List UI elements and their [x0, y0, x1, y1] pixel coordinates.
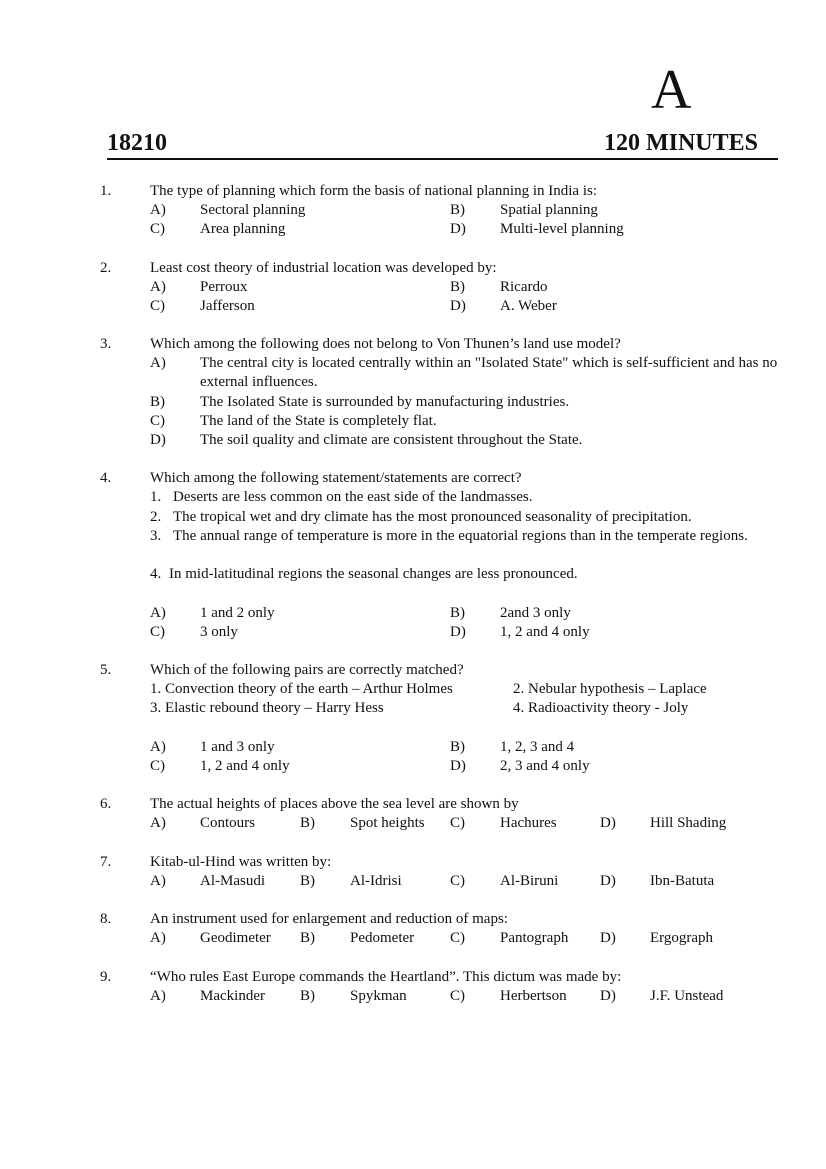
question-text: “Who rules East Europe commands the Heartland”. This dictum was made by:: [150, 969, 622, 985]
match-pair: 1. Convection theory of the earth – Arthur Holmes: [150, 681, 453, 697]
option-text: Spatial planning: [500, 202, 598, 218]
option-text: Multi-level planning: [500, 221, 624, 237]
option-text: Pantograph: [500, 930, 569, 946]
option-text: 1, 2 and 4 only: [200, 758, 290, 774]
option-text: Contours: [200, 815, 256, 831]
option-text: Ergograph: [650, 930, 714, 946]
option-letter: C): [150, 298, 165, 314]
option-letter: A): [150, 605, 166, 621]
question-number: 2.: [100, 260, 112, 276]
option-letter: B): [300, 873, 315, 889]
option-text: Spot heights: [350, 815, 425, 831]
option-text: The Isolated State is surrounded by manufacturing industries.: [200, 394, 570, 410]
question-number: 3.: [100, 336, 112, 352]
option-letter: A): [150, 355, 166, 371]
option-letter: C): [450, 873, 465, 889]
statement-number: 3.: [150, 528, 162, 544]
option-text: Mackinder: [200, 988, 265, 1004]
option-letter: C): [150, 624, 165, 640]
option-text: The central city is located centrally within an "Isolated State" which is self-sufficient and has no external influences.: [200, 355, 778, 390]
option-text: Geodimeter: [200, 930, 271, 946]
option-letter: D): [600, 815, 616, 831]
option-letter: D): [600, 873, 616, 889]
option-letter: D): [450, 624, 466, 640]
option-letter: A): [150, 279, 166, 295]
option-text: 1, 2 and 4 only: [500, 624, 590, 640]
option-text: 2, 3 and 4 only: [500, 758, 590, 774]
option-text: 2and 3 only: [500, 605, 571, 621]
statement-number: 1.: [150, 489, 162, 505]
option-letter: B): [450, 605, 465, 621]
question-text: An instrument used for enlargement and reduction of maps:: [150, 911, 508, 927]
option-text: A. Weber: [500, 298, 557, 314]
option-text: Pedometer: [350, 930, 415, 946]
option-letter: D): [600, 988, 616, 1004]
option-text: The land of the State is completely flat.: [200, 413, 437, 429]
option-text: Area planning: [200, 221, 286, 237]
paper-code: 18210: [107, 130, 167, 156]
series-code: A: [651, 59, 692, 121]
question-number: 8.: [100, 911, 112, 927]
option-text: Al-Biruni: [500, 873, 559, 889]
option-text: 3 only: [200, 624, 238, 640]
statement-text: Deserts are less common on the east side of the landmasses.: [173, 489, 533, 505]
option-letter: D): [450, 298, 466, 314]
question-text: Least cost theory of industrial location was developed by:: [150, 260, 497, 276]
option-letter: B): [150, 394, 165, 410]
question-text: Which among the following does not belong to Von Thunen’s land use model?: [150, 336, 621, 352]
option-text: Herbertson: [500, 988, 567, 1004]
option-letter: B): [300, 815, 315, 831]
option-text: 1 and 2 only: [200, 605, 275, 621]
option-letter: A): [150, 988, 166, 1004]
question-number: 7.: [100, 854, 112, 870]
question-number: 5.: [100, 662, 112, 678]
statement-text: The tropical wet and dry climate has the most pronounced seasonality of precipitation.: [173, 509, 692, 525]
match-pair: 3. Elastic rebound theory – Harry Hess: [150, 700, 384, 716]
option-letter: C): [450, 815, 465, 831]
option-letter: A): [150, 873, 166, 889]
option-letter: B): [450, 279, 465, 295]
option-letter: A): [150, 739, 166, 755]
option-letter: C): [150, 221, 165, 237]
option-text: Spykman: [350, 988, 407, 1004]
option-letter: C): [150, 413, 165, 429]
option-letter: D): [450, 758, 466, 774]
option-letter: D): [150, 432, 166, 448]
question-number: 4.: [100, 470, 112, 486]
question-text: Kitab-ul-Hind was written by:: [150, 854, 332, 870]
statement-number: 2.: [150, 509, 162, 525]
option-letter: A): [150, 815, 166, 831]
option-letter: A): [150, 202, 166, 218]
option-letter: C): [450, 930, 465, 946]
question-text: Which among the following statement/statements are correct?: [150, 470, 522, 486]
option-text: Hachures: [500, 815, 557, 831]
statement-number: 4.: [150, 566, 162, 582]
option-text: Al-Masudi: [200, 873, 265, 889]
statement-text: The annual range of temperature is more in the equatorial regions than in the temperate regions.: [173, 528, 748, 544]
option-letter: D): [450, 221, 466, 237]
option-letter: B): [450, 202, 465, 218]
option-text: Ricardo: [500, 279, 548, 295]
option-letter: C): [150, 758, 165, 774]
option-text: Perroux: [200, 279, 248, 295]
question-number: 1.: [100, 183, 112, 199]
option-text: Sectoral planning: [200, 202, 306, 218]
question-text: The actual heights of places above the sea level are shown by: [150, 796, 519, 812]
question-text: The type of planning which form the basis of national planning in India is:: [150, 183, 597, 199]
option-text: J.F. Unstead: [650, 988, 724, 1004]
option-text: 1, 2, 3 and 4: [500, 739, 575, 755]
option-letter: B): [300, 930, 315, 946]
question-text: Which of the following pairs are correctly matched?: [150, 662, 464, 678]
option-text: 1 and 3 only: [200, 739, 275, 755]
option-text: Jafferson: [200, 298, 255, 314]
option-letter: D): [600, 930, 616, 946]
option-letter: B): [300, 988, 315, 1004]
statement-text: In mid-latitudinal regions the seasonal changes are less pronounced.: [169, 566, 578, 582]
exam-duration: 120 MINUTES: [603, 130, 758, 156]
question-number: 6.: [100, 796, 112, 812]
option-letter: A): [150, 930, 166, 946]
match-pair: 2. Nebular hypothesis – Laplace: [513, 681, 707, 697]
option-text: Hill Shading: [650, 815, 727, 831]
match-pair: 4. Radioactivity theory - Joly: [513, 700, 689, 716]
option-letter: C): [450, 988, 465, 1004]
option-letter: B): [450, 739, 465, 755]
option-text: Al-Idrisi: [350, 873, 402, 889]
header-rule: [107, 158, 778, 160]
question-number: 9.: [100, 969, 112, 985]
option-text: Ibn-Batuta: [650, 873, 715, 889]
option-text: The soil quality and climate are consistent throughout the State.: [200, 432, 583, 448]
